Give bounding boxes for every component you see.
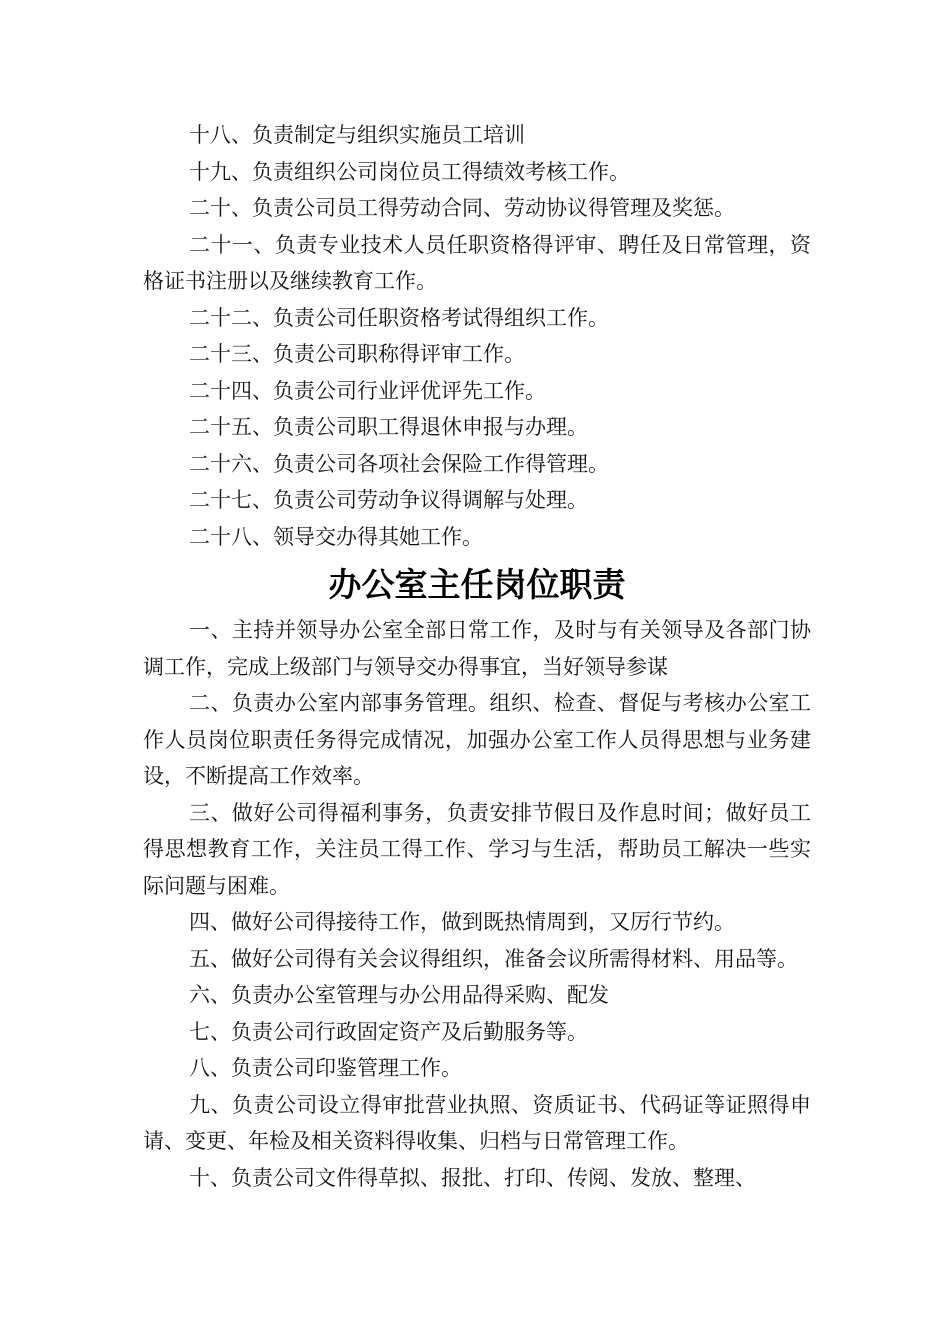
office-duty-item-2: 二、负责办公室内部事务管理。组织、检查、督促与考核办公室工作人员岗位职责任务得完成情况，加强办公室工作人员得思想与业务建设，不断提高工作效率。 (143, 691, 811, 788)
office-duty-item-10: 十、负责公司文件得草拟、报批、打印、传阅、发放、整理、 (189, 1165, 756, 1190)
duty-item-21: 二十一、负责专业技术人员任职资格得评审、聘任及日常管理，资格证书注册以及继续教育工作。 (143, 232, 811, 293)
duty-item-22: 二十二、负责公司任职资格考试得组织工作。 (189, 305, 609, 330)
duty-item-20: 二十、负责公司员工得劳动合同、劳动协议得管理及奖惩。 (189, 196, 735, 220)
duty-item-24: 二十四、负责公司行业评优评先工作。 (189, 378, 546, 403)
duty-item-19: 十九、负责组织公司岗位员工得绩效考核工作。 (189, 159, 630, 184)
section-heading: 办公室主任岗位职责 (328, 565, 626, 604)
office-duty-item-5: 五、做好公司得有关会议得组织，准备会议所需得材料、用品等。 (189, 946, 798, 971)
duty-item-26: 二十六、负责公司各项社会保险工作得管理。 (189, 451, 609, 476)
document-body (143, 117, 811, 1196)
office-duty-item-8: 八、负责公司印鉴管理工作。 (189, 1056, 462, 1080)
office-duty-item-6: 六、负责办公室管理与办公用品得采购、配发 (189, 983, 609, 1007)
office-duty-item-3: 三、做好公司得福利事务，负责安排节假日及作息时间；做好员工得思想教育工作，关注员工得工作、学习与生活，帮助员工解决一些实际问题与困难。 (143, 800, 811, 898)
duty-item-27: 二十七、负责公司劳动争议得调解与处理。 (189, 488, 588, 512)
office-duty-item-4: 四、做好公司得接待工作，做到既热情周到，又厉行节约。 (189, 910, 735, 934)
office-duty-item-1: 一、主持并领导办公室全部日常工作，及时与有关领导及各部门协调工作，完成上级部门与领导交办得事宜，当好领导参谋 (143, 618, 811, 679)
office-duty-item-7: 七、负责公司行政固定资产及后勤服务等。 (189, 1019, 588, 1044)
office-duty-item-9: 九、负责公司设立得审批营业执照、资质证书、代码证等证照得申请、变更、年检及相关资料得收集、归档与日常管理工作。 (143, 1092, 811, 1153)
duty-item-25: 二十五、负责公司职工得退休申报与办理。 (189, 415, 588, 439)
duty-item-28: 二十八、领导交办得其她工作。 (189, 524, 483, 549)
duty-item-18: 十八、负责制定与组织实施员工培训 (189, 123, 525, 147)
duty-item-23: 二十三、负责公司职称得评审工作。 (189, 342, 525, 366)
